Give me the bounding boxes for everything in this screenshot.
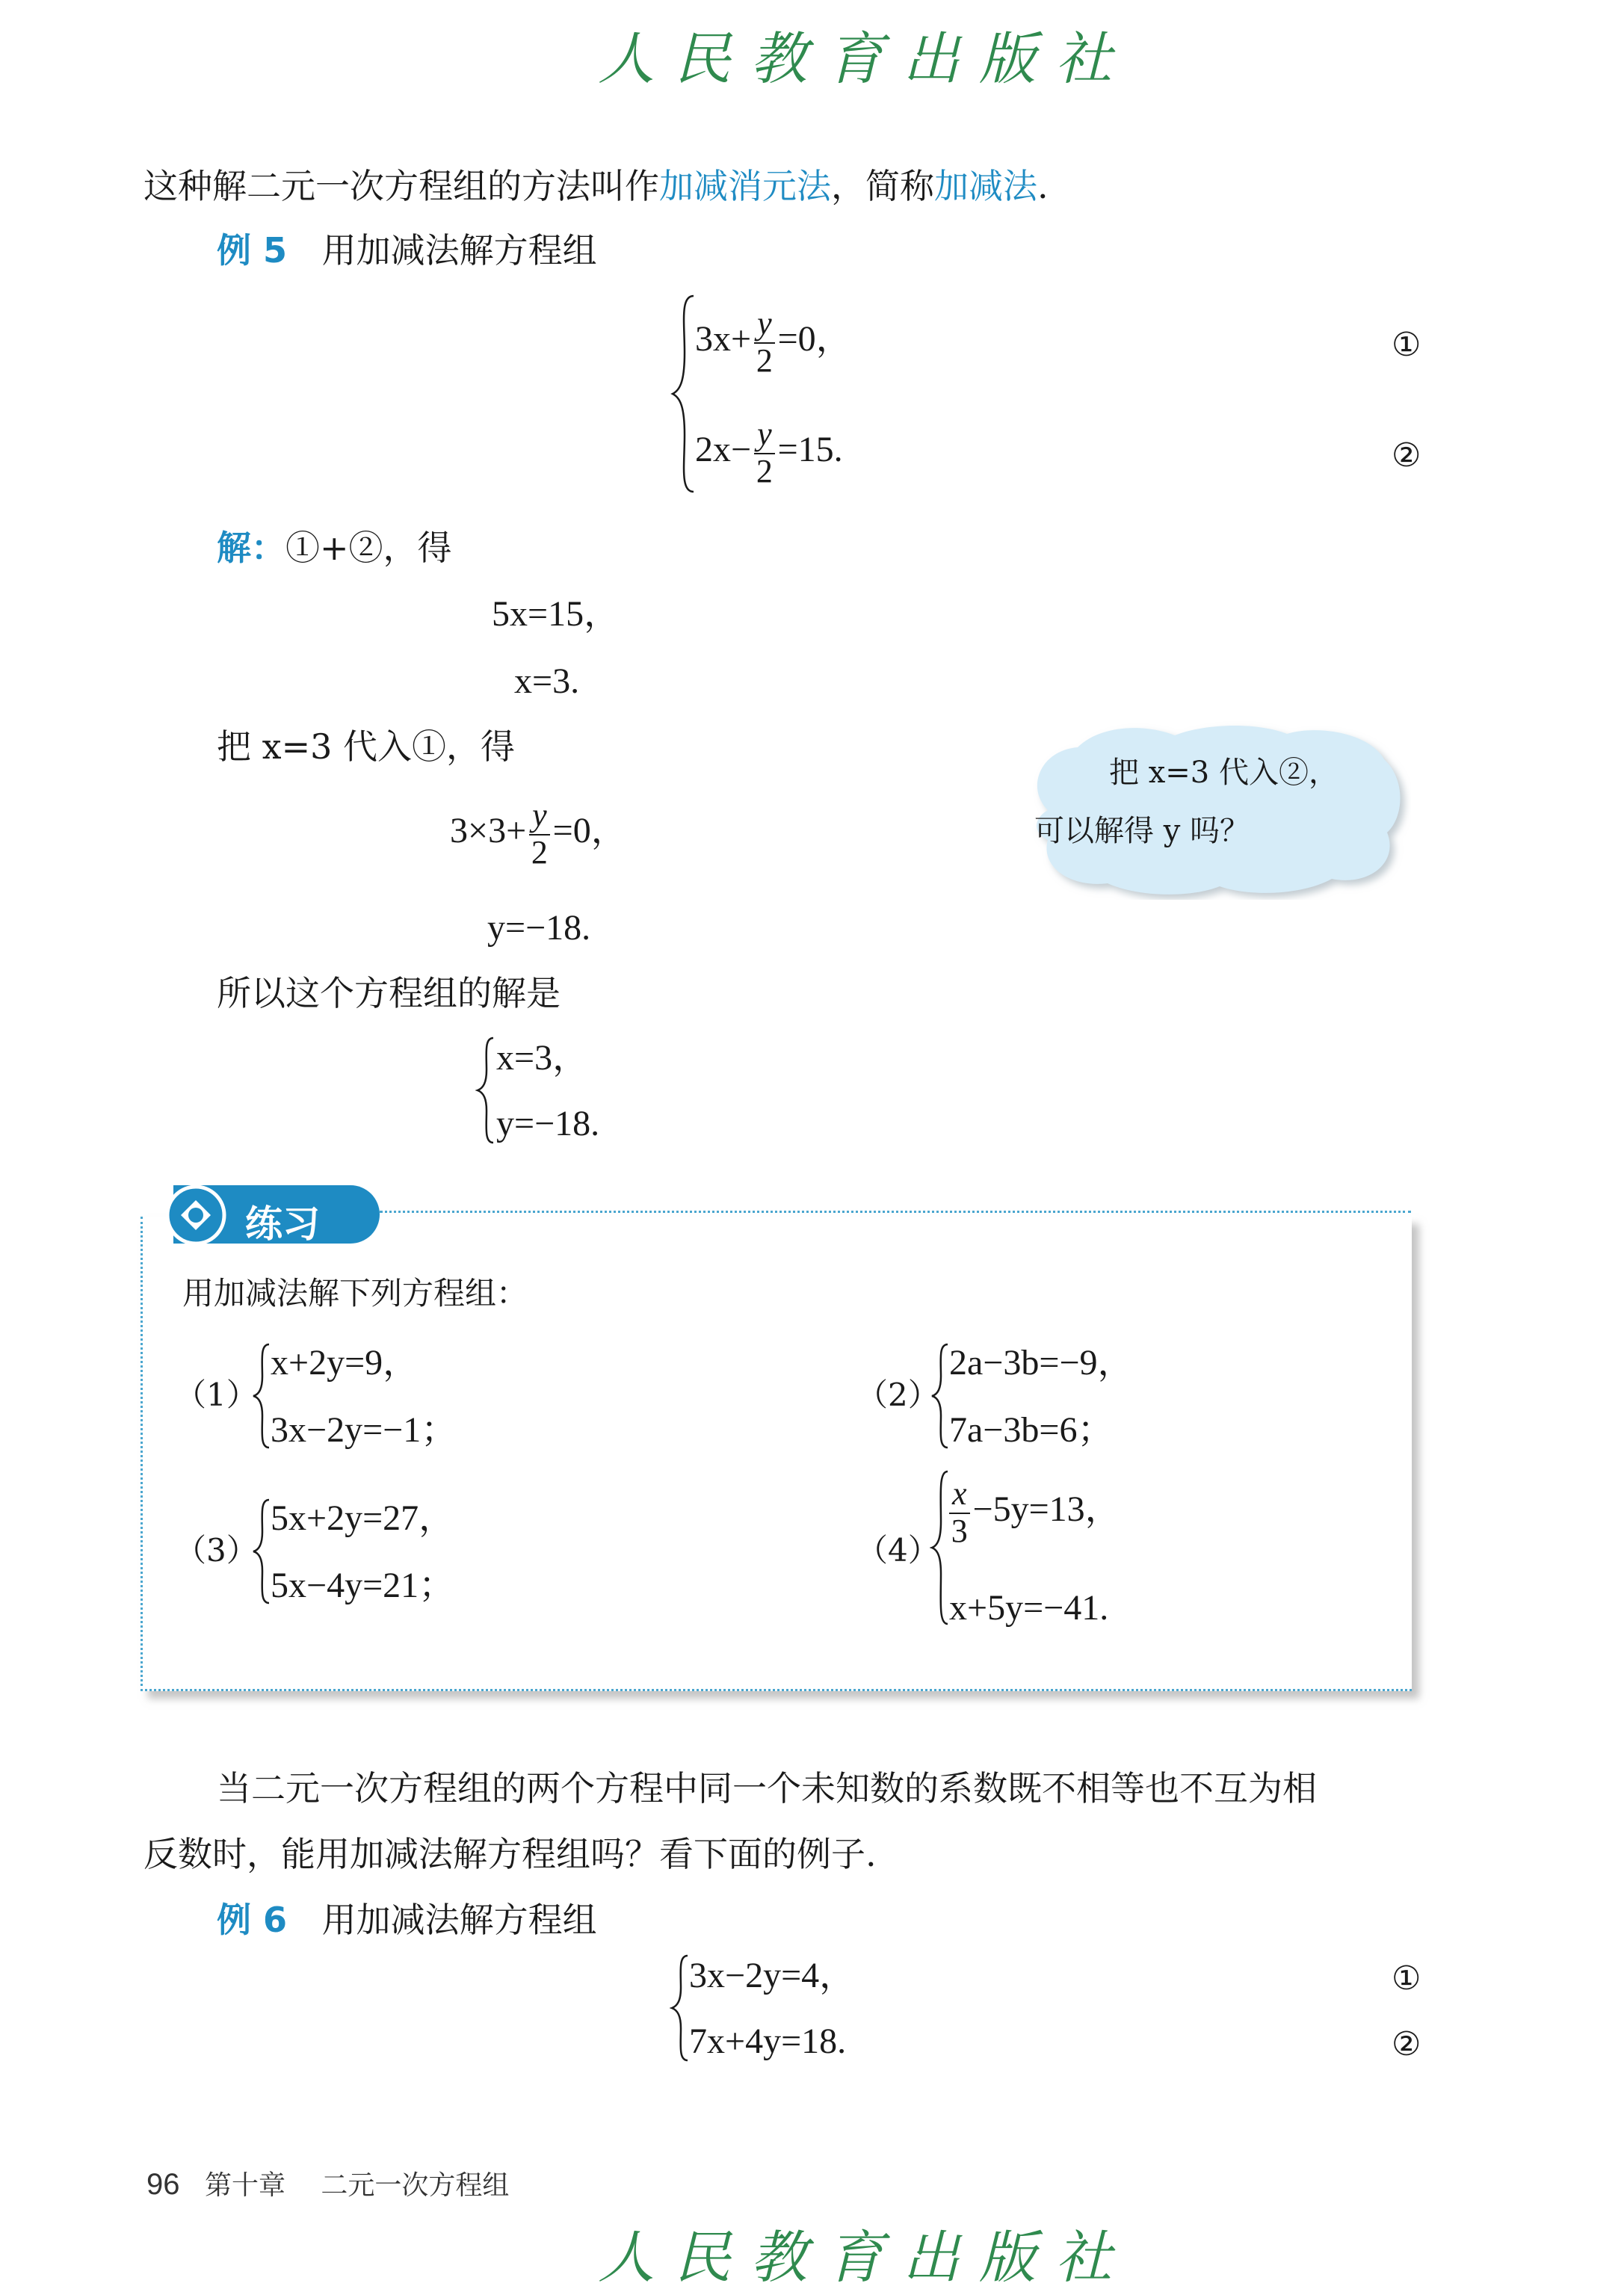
example5-heading [217,230,597,271]
solution-conclusion: 所以这个方程组的解是 [217,973,561,1013]
solution-substitute: 把 x=3 代入①，得 [217,726,515,767]
answer-brace [475,1036,498,1145]
intro-prefix: 这种解二元一次方程组的方法叫作 [143,166,659,206]
practice-3-eq-a: 5x+2y=27， [271,1498,455,1538]
thought-bubble [1018,720,1411,900]
term-short: 加减法 [934,166,1037,206]
practice-3-eq-b: 5x−4y=21； [271,1566,455,1605]
practice-2-number: （2） [856,1377,939,1413]
solution-line2: x=3. [514,661,580,701]
practice-tag [173,1185,380,1244]
practice-2-eq-a: 2a−3b=−9， [949,1343,1134,1383]
bubble-line1: 把 x=3 代入②， [1109,756,1339,790]
practice-instruction: 用加减法解下列方程组： [182,1275,528,1312]
chapter-title: 二元一次方程组 [321,2170,510,2201]
practice-1-number: （1） [175,1377,258,1413]
eq-tag-1: ① [1392,326,1421,364]
example5-label: 例 5 [217,230,288,271]
solution-line3: 3×3+ $\frac{y}{2}$ =0， [450,797,627,871]
answer-x: x=3， [496,1038,589,1078]
publisher-footer: 人民教育出版社 [598,2224,1131,2291]
publisher-header: 人民教育出版社 [598,25,1131,92]
page-footer [146,2164,509,2202]
practice-2-eq-b: 7a−3b=6； [949,1410,1114,1450]
practice-tag-label: 练习 [245,1202,320,1246]
practice-4-eq-b: x+5y=−41. [949,1588,1109,1628]
example5-title: 用加减法解方程组 [321,230,597,271]
example6-eq1: 3x−2y=4， [689,1956,856,1995]
intro-end: . [1037,166,1049,206]
answer-y: y=−18. [496,1104,600,1143]
para2-line2: 反数时，能用加减法解方程组吗？看下面的例子. [143,1834,877,1874]
example6-title: 用加减法解方程组 [321,1900,597,1940]
para2-line1: 当二元一次方程组的两个方程中同一个未知数的系数既不相等也不互为相 [217,1768,1317,1808]
intro-mid: ，简称 [831,166,934,206]
practice-1-eq-a: x+2y=9， [271,1343,419,1383]
practice-3-number: （3） [175,1532,258,1569]
solution-line1: 5x=15， [492,594,620,634]
bubble-line2: 可以解得 y 吗？ [1034,814,1250,848]
term-elimination: 加减消元法 [659,166,831,206]
example5-eq2: 2x− $\frac{y}{2}$ =15. [695,416,843,490]
eq-tag-6-1: ① [1392,1959,1421,1998]
example6-label: 例 6 [217,1900,288,1940]
example5-eq1: 3x+ $\frac{y}{2}$ =0， [695,305,852,380]
practice-4-number: （4） [856,1532,939,1569]
practice-1-eq-b: 3x−2y=−1； [271,1410,457,1450]
intro-paragraph [143,166,1049,206]
eq-tag-6-2: ② [1392,2025,1421,2063]
solution-line4: y=−18. [487,908,591,948]
practice-top-border [380,1211,1411,1213]
practice-icon [164,1184,227,1247]
eq-tag-2: ② [1392,436,1421,475]
chapter-number: 第十章 [204,2170,285,2201]
practice-4-eq-a: $\frac{x}{3}$ −5y=13， [949,1477,1121,1548]
page-number: 96 [146,2168,180,2201]
example6-eq2: 7x+4y=18. [689,2021,847,2061]
example6-heading [217,1900,597,1940]
solution-step1: 解：①+②，得 [217,528,452,568]
solution-label: 解： [217,528,285,568]
